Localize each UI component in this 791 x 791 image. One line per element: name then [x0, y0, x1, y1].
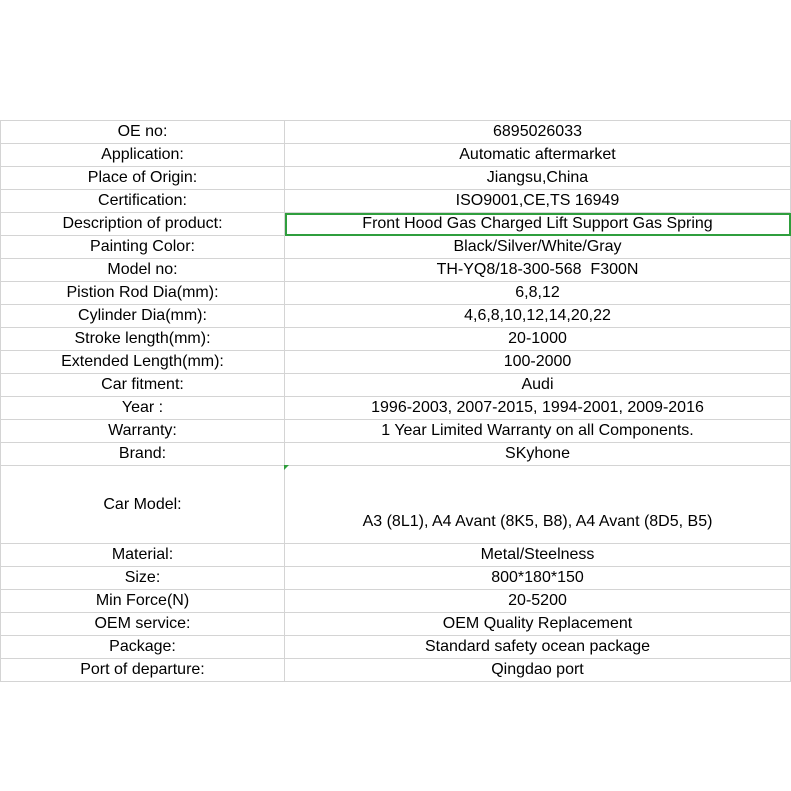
stroke-length-value[interactable]: 20-1000 [285, 328, 791, 351]
material-label[interactable]: Material: [1, 544, 285, 567]
certification-value[interactable]: ISO9001,CE,TS 16949 [285, 190, 791, 213]
table-row [1, 374, 791, 397]
painting-color-value[interactable]: Black/Silver/White/Gray [285, 236, 791, 259]
model-no-value[interactable]: TH-YQ8/18-300-568 F300N [285, 259, 791, 282]
table-row [1, 590, 791, 613]
certification-label[interactable]: Certification: [1, 190, 285, 213]
table-row [1, 236, 791, 259]
car-fitment-label[interactable]: Car fitment: [1, 374, 285, 397]
table-row [1, 613, 791, 636]
table-row [1, 397, 791, 420]
brand-value[interactable]: SKyhone [285, 443, 791, 466]
min-force-label[interactable]: Min Force(N) [1, 590, 285, 613]
port-of-departure-label[interactable]: Port of departure: [1, 659, 285, 682]
model-no-label[interactable]: Model no: [1, 259, 285, 282]
application-label[interactable]: Application: [1, 144, 285, 167]
table-row [1, 351, 791, 374]
table-row [1, 213, 791, 236]
size-label[interactable]: Size: [1, 567, 285, 590]
oem-service-label[interactable]: OEM service: [1, 613, 285, 636]
oe-no-value[interactable]: 6895026033 [285, 121, 791, 144]
extended-length-label[interactable]: Extended Length(mm): [1, 351, 285, 374]
warranty-label[interactable]: Warranty: [1, 420, 285, 443]
table-row [1, 328, 791, 351]
application-value[interactable]: Automatic aftermarket [285, 144, 791, 167]
oem-service-value[interactable]: OEM Quality Replacement [285, 613, 791, 636]
package-value[interactable]: Standard safety ocean package [285, 636, 791, 659]
description-value-selected-cell[interactable]: Front Hood Gas Charged Lift Support Gas Spring [285, 213, 791, 236]
brand-label[interactable]: Brand: [1, 443, 285, 466]
table-row [1, 443, 791, 466]
table-row [1, 282, 791, 305]
place-of-origin-label[interactable]: Place of Origin: [1, 167, 285, 190]
spec-table [0, 120, 791, 682]
spec-sheet [0, 120, 791, 682]
description-label[interactable]: Description of product: [1, 213, 285, 236]
table-row [1, 420, 791, 443]
table-row [1, 567, 791, 590]
port-of-departure-value[interactable]: Qingdao port [285, 659, 791, 682]
package-label[interactable]: Package: [1, 636, 285, 659]
extended-length-value[interactable]: 100-2000 [285, 351, 791, 374]
year-label[interactable]: Year : [1, 397, 285, 420]
oe-no-label[interactable]: OE no: [1, 121, 285, 144]
piston-rod-dia-value[interactable]: 6,8,12 [285, 282, 791, 305]
table-row [1, 305, 791, 328]
table-row [1, 636, 791, 659]
warranty-value[interactable]: 1 Year Limited Warranty on all Components. [285, 420, 791, 443]
piston-rod-dia-label[interactable]: Pistion Rod Dia(mm): [1, 282, 285, 305]
cylinder-dia-value[interactable]: 4,6,8,10,12,14,20,22 [285, 305, 791, 328]
car-model-value[interactable]: A3 (8L1), A4 Avant (8K5, B8), A4 Avant (8D5, B5) [285, 466, 791, 544]
cylinder-dia-label[interactable]: Cylinder Dia(mm): [1, 305, 285, 328]
car-fitment-value[interactable]: Audi [285, 374, 791, 397]
table-row [1, 659, 791, 682]
table-row [1, 466, 791, 544]
stroke-length-label[interactable]: Stroke length(mm): [1, 328, 285, 351]
place-of-origin-value[interactable]: Jiangsu,China [285, 167, 791, 190]
table-row [1, 121, 791, 144]
painting-color-label[interactable]: Painting Color: [1, 236, 285, 259]
table-row [1, 144, 791, 167]
table-row [1, 167, 791, 190]
table-row [1, 544, 791, 567]
table-row [1, 190, 791, 213]
car-model-label[interactable]: Car Model: [1, 466, 285, 544]
min-force-value[interactable]: 20-5200 [285, 590, 791, 613]
table-row [1, 259, 791, 282]
cell-comment-indicator-icon [284, 465, 289, 470]
material-value[interactable]: Metal/Steelness [285, 544, 791, 567]
size-value[interactable]: 800*180*150 [285, 567, 791, 590]
year-value[interactable]: 1996-2003, 2007-2015, 1994-2001, 2009-2016 [285, 397, 791, 420]
